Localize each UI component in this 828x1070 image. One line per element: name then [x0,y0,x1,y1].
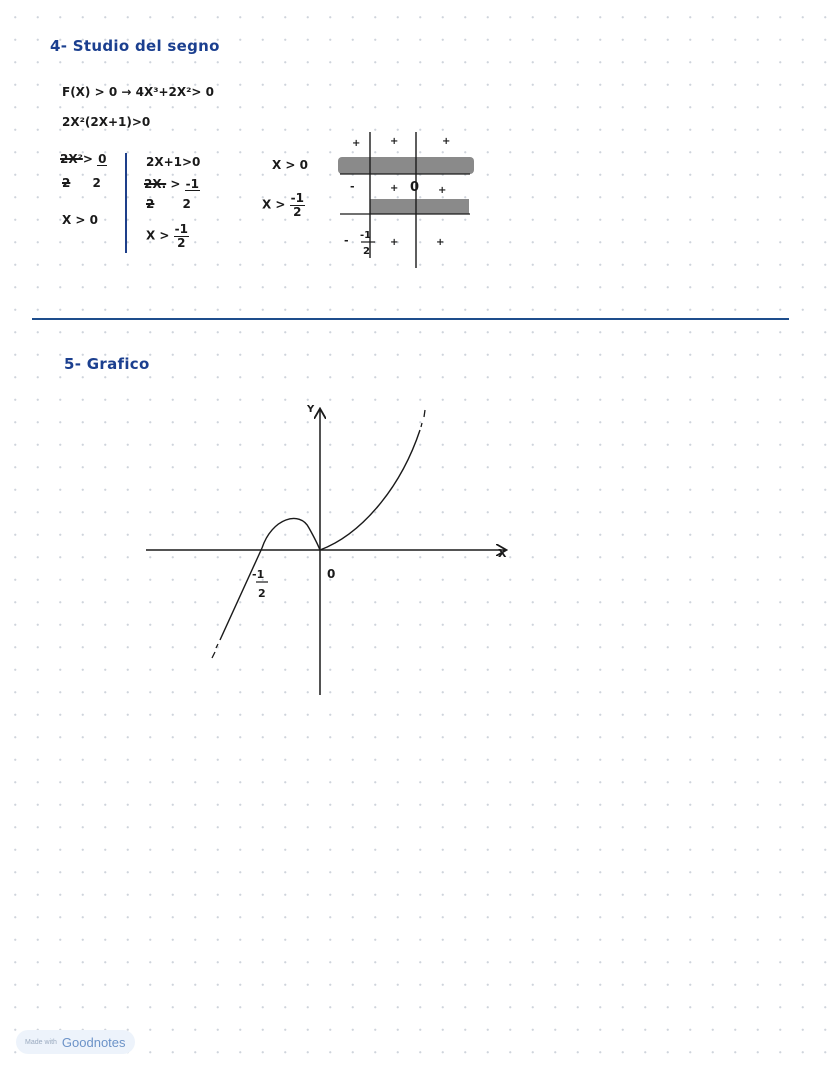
section-5-title: 5- Grafico [64,355,150,373]
col1-result: X > 0 [62,213,99,227]
col2-lhs: 2X. [144,177,167,191]
col1-gt: > [82,152,98,166]
top-sign-2: + [390,136,399,147]
curve-left-branch [220,548,265,640]
root-label-num: -1 [360,230,372,241]
brand-text: Goodnotes [61,1034,126,1050]
row2-sign-1: - [344,234,349,247]
row2-sign-3: + [436,237,445,248]
col2-result-prefix: X > [146,228,174,243]
curve-local-max [262,518,320,550]
row1-sign-1: - [350,180,355,193]
col1-lhs: 2X² [60,152,83,166]
section-4-title: 4- Studio del segno [50,37,220,55]
col2-gt: > [166,177,185,191]
col3-line2-num: -1 [290,191,305,205]
top-sign-1: + [352,138,361,149]
made-with-text: Made with [25,1038,57,1046]
col3-line1: X > 0 [272,158,309,172]
curve-right-continuation [421,410,425,427]
goodnotes-badge [16,1030,135,1054]
row1-sign-3: + [438,185,447,196]
col2-result-num: -1 [174,222,189,236]
row1-sign-zero: 0 [410,180,420,195]
curve-left-continuation [212,644,218,658]
col1-rhs-num: 0 [98,151,107,166]
x-axis-label: X [498,547,507,560]
col3-line2-prefix: X > [262,197,290,212]
col1-rhs-den: 2 [92,176,101,190]
graph-root-label-num: -1 [252,568,265,581]
root-label-den: 2 [363,246,370,257]
col2-rhs-num: -1 [185,176,199,191]
row2-sign-2: + [390,237,399,248]
row1-sign-2: + [390,183,399,194]
col2-rhs-den: 2 [182,197,191,211]
col2-cancel-left: 2 [146,197,155,211]
top-sign-3: + [442,136,451,147]
origin-label: 0 [327,567,336,581]
col2-result-den: 2 [177,235,186,250]
col1-cancel-left: 2 [62,176,71,190]
graph-root-label-den: 2 [258,587,266,600]
factored-line: 2X²(2X+1)>0 [62,115,151,129]
curve-right-branch [320,430,420,550]
inequality-line: F(X) > 0 → 4X³+2X²> 0 [62,85,214,99]
col2-line1: 2X+1>0 [146,155,201,169]
col3-line2-den: 2 [293,204,302,219]
y-axis-label: Y [307,404,315,415]
